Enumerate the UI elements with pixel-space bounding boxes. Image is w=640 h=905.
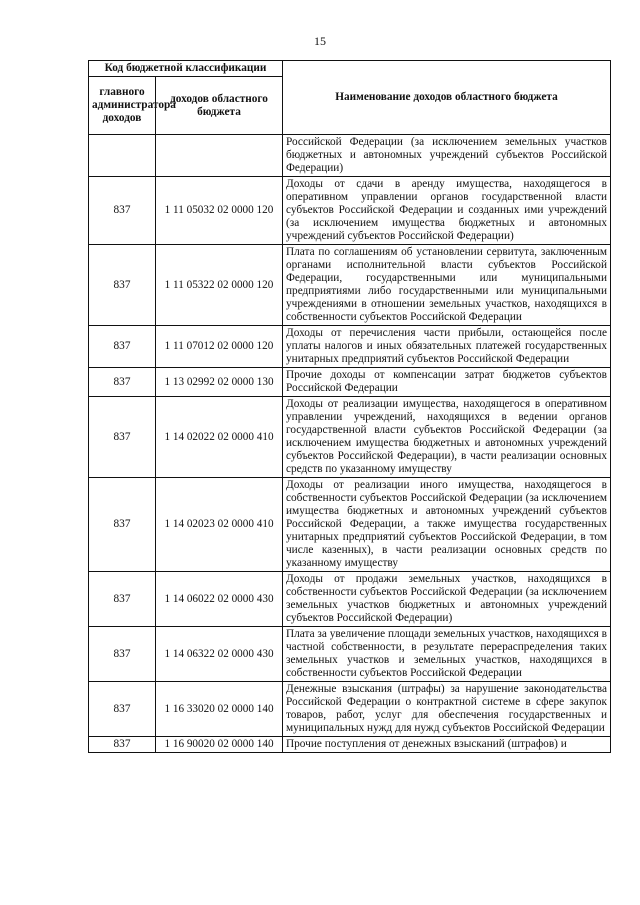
admin-code-cell: 837 (89, 572, 156, 627)
income-code-cell: 1 14 02023 02 0000 410 (156, 478, 283, 572)
income-name-cell: Денежные взыскания (штрафы) за нарушение законодательства Российской Федерации о контрактной системе в сфере закупок товаров, работ, услуг для обеспечения государственных и муниципальных нужд для нужд субъектов Российской Федерации (283, 682, 611, 737)
table-row (89, 177, 611, 245)
page-number: 15 (314, 34, 326, 48)
admin-code-cell (89, 135, 156, 177)
income-code-cell: 1 14 06322 02 0000 430 (156, 627, 283, 682)
income-code-cell: 1 11 07012 02 0000 120 (156, 326, 283, 368)
admin-code-cell: 837 (89, 478, 156, 572)
header-classification-code: Код бюджетной классификации (89, 61, 283, 77)
income-name-cell: Плата по соглашениям об установлении сервитута, заключенным органами исполнительной власти субъектов Российской Федерации, государственными или муниципальными предприятиями либо государственными или муниципальными учреждениями в отношении земельных участков, находящихся в собственности субъектов Российской Федерации (283, 245, 611, 326)
income-name-cell: Доходы от реализации иного имущества, находящегося в собственности субъектов Российской Федерации (за исключением имущества бюджетных и автономных учреждений субъектов Российской Федерации, а также имущества государственных унитарных предприятий субъектов Российской Федерации, в том числе казенных), в части реализации основных средств по указанному имуществу (283, 478, 611, 572)
income-code-cell: 1 14 06022 02 0000 430 (156, 572, 283, 627)
income-code-cell: 1 16 33020 02 0000 140 (156, 682, 283, 737)
table-row (89, 135, 611, 177)
admin-code-cell: 837 (89, 397, 156, 478)
budget-classification-table (88, 60, 611, 753)
income-name-cell: Доходы от перечисления части прибыли, остающейся после уплаты налогов и иных обязательных платежей государственных унитарных предприятий субъектов Российской Федерации (283, 326, 611, 368)
table-row (89, 478, 611, 572)
admin-code-cell: 837 (89, 177, 156, 245)
table-row (89, 737, 611, 753)
table-row (89, 368, 611, 397)
header-income-code: доходов областного бюджета (156, 77, 283, 135)
income-name-cell: Доходы от реализации имущества, находящегося в оперативном управлении учреждений, находящихся в ведении органов государственной власти субъектов Российской Федерации (за исключением имущества бюджетных и автономных учреждений субъектов Российской Федерации), в части реализации основных средств по указанному имуществу (283, 397, 611, 478)
header-chief-administrator: главного администратора доходов (89, 77, 156, 135)
admin-code-cell: 837 (89, 737, 156, 753)
income-name-cell: Российской Федерации (за исключением земельных участков бюджетных и автономных учреждений субъектов Российской Федерации) (283, 135, 611, 177)
income-name-cell: Плата за увеличение площади земельных участков, находящихся в частной собственности, в результате перераспределения таких земельных участков и земельных участков, находящихся в собственности субъектов Российской Федерации (283, 627, 611, 682)
table-row (89, 397, 611, 478)
income-code-cell: 1 11 05322 02 0000 120 (156, 245, 283, 326)
income-code-cell: 1 13 02992 02 0000 130 (156, 368, 283, 397)
admin-code-cell: 837 (89, 326, 156, 368)
income-code-cell: 1 14 02022 02 0000 410 (156, 397, 283, 478)
income-name-cell: Доходы от сдачи в аренду имущества, находящегося в оперативном управлении органов государственной власти субъектов Российской Федерации и созданных ими учреждений (за исключением имущества бюджетных и автономных учреждений субъектов Российской Федерации) (283, 177, 611, 245)
income-code-cell: 1 11 05032 02 0000 120 (156, 177, 283, 245)
table-row (89, 572, 611, 627)
admin-code-cell: 837 (89, 682, 156, 737)
admin-code-cell: 837 (89, 627, 156, 682)
income-name-cell: Прочие доходы от компенсации затрат бюджетов субъектов Российской Федерации (283, 368, 611, 397)
header-income-name: Наименование доходов областного бюджета (283, 61, 611, 135)
admin-code-cell: 837 (89, 368, 156, 397)
admin-code-cell: 837 (89, 245, 156, 326)
table-row (89, 682, 611, 737)
income-code-cell: 1 16 90020 02 0000 140 (156, 737, 283, 753)
table-row (89, 627, 611, 682)
income-code-cell (156, 135, 283, 177)
table-row (89, 326, 611, 368)
income-name-cell: Прочие поступления от денежных взысканий (штрафов) и (283, 737, 611, 753)
income-name-cell: Доходы от продажи земельных участков, находящихся в собственности субъектов Российской Федерации (за исключением земельных участков бюджетных и автономных учреждений субъектов Российской Федерации) (283, 572, 611, 627)
table-row (89, 245, 611, 326)
